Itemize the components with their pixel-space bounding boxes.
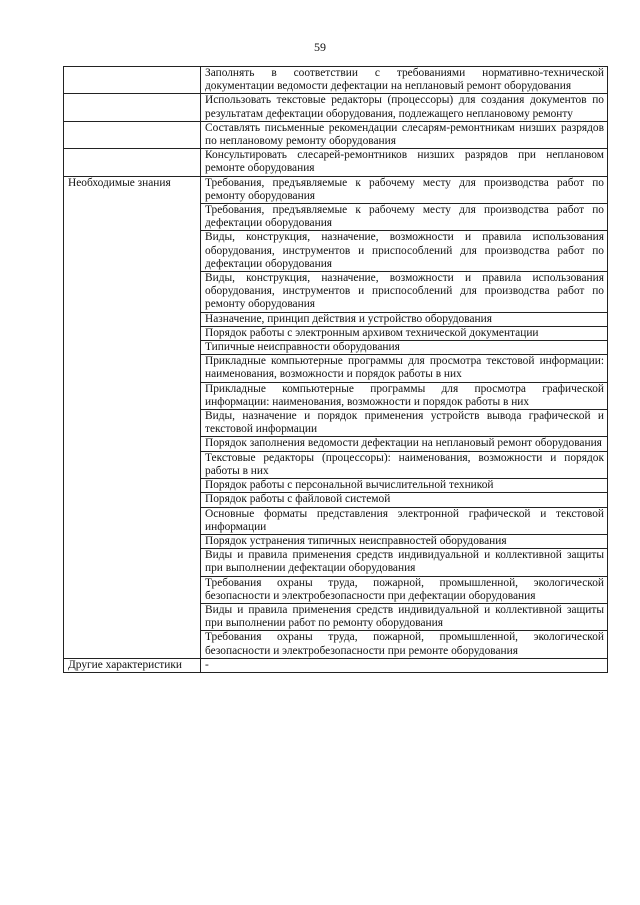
knowledge-item: Требования охраны труда, пожарной, промышленной, экологической безопасности и электробезопасности при дефектации оборудования — [201, 576, 608, 603]
skills-label-cell — [64, 121, 201, 148]
knowledge-item: Виды и правила применения средств индивидуальной и коллективной защиты при выполнении дефектации оборудования — [201, 549, 608, 576]
knowledge-item: Требования, предъявляемые к рабочему месту для производства работ по дефектации оборудования — [201, 204, 608, 231]
knowledge-item: Типичные неисправности оборудования — [201, 341, 608, 355]
knowledge-item: Виды и правила применения средств индивидуальной и коллективной защиты при выполнении работ по ремонту оборудования — [201, 603, 608, 630]
knowledge-item: Порядок работы с файловой системой — [201, 493, 608, 507]
skill-cell: Консультировать слесарей-ремонтников низших разрядов при неплановом ремонте оборудования — [201, 149, 608, 176]
knowledge-item: Порядок работы с электронным архивом технической документации — [201, 326, 608, 340]
competency-table — [63, 66, 608, 673]
knowledge-label: Необходимые знания — [64, 176, 201, 658]
table-row — [64, 67, 608, 94]
skills-label-cell — [64, 67, 201, 94]
knowledge-item: Виды, назначение и порядок применения устройств вывода графической и текстовой информации — [201, 410, 608, 437]
knowledge-item: Прикладные компьютерные программы для просмотра текстовой информации: наименования, возможности и порядок работы в них — [201, 355, 608, 382]
table-row — [64, 121, 608, 148]
knowledge-item: Порядок устранения типичных неисправностей оборудования — [201, 534, 608, 548]
other-characteristics-value: - — [201, 658, 608, 672]
other-characteristics-label: Другие характеристики — [64, 658, 201, 672]
knowledge-item: Требования охраны труда, пожарной, промышленной, экологической безопасности и электробезопасности при ремонте оборудования — [201, 631, 608, 658]
knowledge-item: Порядок работы с персональной вычислительной техникой — [201, 479, 608, 493]
skills-label-cell — [64, 94, 201, 121]
knowledge-item: Назначение, принцип действия и устройство оборудования — [201, 312, 608, 326]
knowledge-item: Виды, конструкция, назначение, возможности и правила использования оборудования, инструментов и приспособлений для производства работ по ремонту оборудования — [201, 272, 608, 313]
knowledge-item: Требования, предъявляемые к рабочему месту для производства работ по ремонту оборудования — [201, 176, 608, 203]
knowledge-item: Прикладные компьютерные программы для просмотра графической информации: наименования, возможности и порядок работы в них — [201, 382, 608, 409]
knowledge-item: Текстовые редакторы (процессоры): наименования, возможности и порядок работы в них — [201, 451, 608, 478]
skill-cell: Заполнять в соответствии с требованиями нормативно-технической документации ведомости дефектации на неплановый ремонт оборудования — [201, 67, 608, 94]
knowledge-item: Порядок заполнения ведомости дефектации на неплановый ремонт оборудования — [201, 437, 608, 451]
skill-cell: Составлять письменные рекомендации слесарям-ремонтникам низших разрядов по неплановому ремонту оборудования — [201, 121, 608, 148]
table-row — [64, 658, 608, 672]
competency-table-body — [64, 67, 608, 673]
knowledge-item: Виды, конструкция, назначение, возможности и правила использования оборудования, инструментов и приспособлений для производства работ по дефектации оборудования — [201, 231, 608, 272]
skill-cell: Использовать текстовые редакторы (процессоры) для создания документов по результатам дефектации оборудования, подлежащего неплановому ремонту — [201, 94, 608, 121]
table-row — [64, 94, 608, 121]
knowledge-item: Основные форматы представления электронной графической и текстовой информации — [201, 507, 608, 534]
skills-label-cell — [64, 149, 201, 176]
table-row — [64, 176, 608, 203]
table-row — [64, 149, 608, 176]
page-number: 59 — [314, 40, 326, 54]
